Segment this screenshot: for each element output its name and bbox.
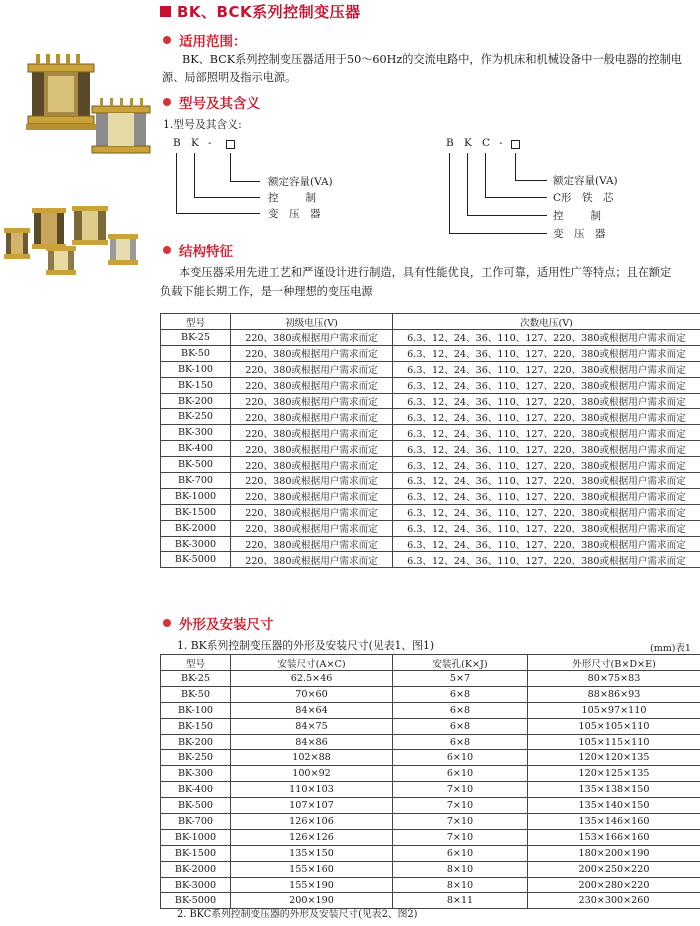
table-row — [161, 734, 700, 750]
dimension-cell: 6×8 — [393, 702, 528, 718]
dimension-cell: 135×150 — [231, 845, 393, 861]
dimension-cell: 155×190 — [231, 877, 393, 893]
dimension-cell: 110×103 — [231, 782, 393, 798]
dimension-header-cell: 型号 — [161, 655, 231, 671]
voltage-cell: 6.3、12、24、36、110、127、220、380或根据用户需求而定 — [393, 488, 700, 504]
bck-label-c-core: C形 铁 芯 — [553, 192, 614, 204]
dimension-cell: 80×75×83 — [528, 671, 700, 687]
voltage-cell: 6.3、12、24、36、110、127、220、380或根据用户需求而定 — [393, 409, 700, 425]
bck-label-control: 控 制 — [553, 210, 603, 222]
dimension-cell: BK-3000 — [161, 877, 231, 893]
dimension-cell: 120×125×135 — [528, 766, 700, 782]
features-heading — [163, 240, 233, 260]
voltage-cell: BK-300 — [161, 425, 231, 441]
page-title: BK、BCK系列控制变压器 — [177, 2, 361, 21]
voltage-table — [160, 313, 700, 568]
dimension-cell: 105×105×110 — [528, 718, 700, 734]
table-row — [161, 702, 700, 718]
dimension-cell: 7×10 — [393, 829, 528, 845]
transformer-photo-top — [18, 40, 158, 160]
bck-code-b: B — [446, 137, 454, 149]
voltage-cell: BK-250 — [161, 409, 231, 425]
dimension-header-cell: 安装孔(K×J) — [393, 655, 528, 671]
voltage-header-row — [161, 314, 700, 330]
dimension-header-cell: 安装尺寸(A×C) — [231, 655, 393, 671]
voltage-cell: 6.3、12、24、36、110、127、220、380或根据用户需求而定 — [393, 552, 700, 568]
table-row — [161, 798, 700, 814]
bk-code-box — [226, 140, 235, 149]
dimension-cell: 8×10 — [393, 861, 528, 877]
dimension-cell: 84×75 — [231, 718, 393, 734]
dimension-cell: 6×10 — [393, 766, 528, 782]
voltage-cell: 220、380或根据用户需求而定 — [231, 520, 393, 536]
scope-heading — [163, 30, 247, 50]
voltage-cell: 6.3、12、24、36、110、127、220、380或根据用户需求而定 — [393, 536, 700, 552]
table-row — [161, 441, 700, 457]
dimensions-footer-note: 2. BKC系列控制变压器的外形及安装尺寸(见表2、图2) — [177, 909, 418, 920]
dimension-cell: 5×7 — [393, 671, 528, 687]
scope-heading-text: 适用范围： — [179, 34, 247, 50]
voltage-cell: 220、380或根据用户需求而定 — [231, 504, 393, 520]
voltage-cell: BK-500 — [161, 457, 231, 473]
voltage-cell: 220、380或根据用户需求而定 — [231, 536, 393, 552]
voltage-cell: 220、380或根据用户需求而定 — [231, 441, 393, 457]
model-subheading: 1.型号及其含义: — [163, 118, 242, 131]
bullet-dot-icon — [163, 246, 171, 254]
dimensions-caption: 1. BK系列控制变压器的外形及安装尺寸(见表1、图1) — [177, 639, 435, 652]
dimension-cell: 120×120×135 — [528, 750, 700, 766]
scope-text-line1: BK、BCK系列控制变压器适用于50～60Hz的交流电路中，作为机床和机械设备中一般电器的控制电 — [182, 53, 682, 66]
dimension-cell: BK-50 — [161, 686, 231, 702]
voltage-cell: 220、380或根据用户需求而定 — [231, 488, 393, 504]
dimension-cell: 88×86×93 — [528, 686, 700, 702]
voltage-cell: BK-200 — [161, 393, 231, 409]
features-text-2 — [160, 283, 700, 301]
table-row — [161, 750, 700, 766]
bk-label-transformer: 变 压 器 — [268, 208, 321, 220]
voltage-cell: BK-1500 — [161, 504, 231, 520]
table-row — [161, 345, 700, 361]
dimension-cell: 105×115×110 — [528, 734, 700, 750]
bk-code-b: B — [173, 137, 181, 149]
table-row — [161, 671, 700, 687]
page-title-bar — [160, 1, 361, 21]
dimension-cell: BK-25 — [161, 671, 231, 687]
bck-code-dash: - — [499, 137, 503, 149]
voltage-cell: 6.3、12、24、36、110、127、220、380或根据用户需求而定 — [393, 361, 700, 377]
table-row — [161, 425, 700, 441]
dimension-cell: 100×92 — [231, 766, 393, 782]
dimension-cell: BK-100 — [161, 702, 231, 718]
bk-code-k: K — [191, 137, 199, 149]
dimension-cell: 8×10 — [393, 877, 528, 893]
table-row — [161, 845, 700, 861]
dimension-cell: 126×106 — [231, 814, 393, 830]
dimension-cell: 102×88 — [231, 750, 393, 766]
voltage-cell: BK-2000 — [161, 520, 231, 536]
dimension-cell: 107×107 — [231, 798, 393, 814]
dimension-cell: 105×97×110 — [528, 702, 700, 718]
table-row — [161, 686, 700, 702]
table-row — [161, 520, 700, 536]
dimension-cell: 6×8 — [393, 734, 528, 750]
model-heading — [163, 92, 260, 112]
voltage-cell: 6.3、12、24、36、110、127、220、380或根据用户需求而定 — [393, 330, 700, 346]
table-row — [161, 782, 700, 798]
table-row — [161, 504, 700, 520]
voltage-cell: 220、380或根据用户需求而定 — [231, 393, 393, 409]
scope-text-line2: 源、局部照明及指示电源。 — [162, 71, 297, 84]
dimension-cell: BK-150 — [161, 718, 231, 734]
voltage-cell: 220、380或根据用户需求而定 — [231, 409, 393, 425]
dimension-cell: 200×280×220 — [528, 877, 700, 893]
dimension-cell: 62.5×46 — [231, 671, 393, 687]
bullet-dot-icon — [163, 98, 171, 106]
dimension-cell: BK-200 — [161, 734, 231, 750]
table-row — [161, 457, 700, 473]
model-heading-text: 型号及其含义 — [179, 96, 260, 112]
table-row — [161, 330, 700, 346]
voltage-cell: 6.3、12、24、36、110、127、220、380或根据用户需求而定 — [393, 520, 700, 536]
features-text-line1: 本变压器采用先进工艺和严谨设计进行制造，具有性能优良，工作可靠，适用性广等特点；且在额定 — [179, 266, 672, 279]
table-row — [161, 393, 700, 409]
voltage-cell: BK-50 — [161, 345, 231, 361]
voltage-cell: 220、380或根据用户需求而定 — [231, 473, 393, 489]
voltage-header-cell: 次数电压(V) — [393, 314, 700, 330]
table-row — [161, 361, 700, 377]
dimension-cell: BK-400 — [161, 782, 231, 798]
voltage-cell: BK-400 — [161, 441, 231, 457]
voltage-cell: 6.3、12、24、36、110、127、220、380或根据用户需求而定 — [393, 504, 700, 520]
voltage-cell: 220、380或根据用户需求而定 — [231, 457, 393, 473]
table-row — [161, 766, 700, 782]
features-heading-text: 结构特征 — [179, 244, 233, 260]
features-text — [179, 264, 700, 282]
bck-label-capacity: 额定容量(VA) — [553, 175, 618, 187]
scope-text — [182, 51, 700, 69]
dimensions-unit-note: (mm)表1 — [650, 643, 691, 654]
voltage-cell: 6.3、12、24、36、110、127、220、380或根据用户需求而定 — [393, 473, 700, 489]
voltage-cell: BK-700 — [161, 473, 231, 489]
voltage-cell: 220、380或根据用户需求而定 — [231, 345, 393, 361]
voltage-header-cell: 型号 — [161, 314, 231, 330]
dimension-cell: 7×10 — [393, 798, 528, 814]
dimension-cell: 153×166×160 — [528, 829, 700, 845]
voltage-cell: BK-5000 — [161, 552, 231, 568]
dimension-header-row — [161, 655, 700, 671]
voltage-cell: BK-1000 — [161, 488, 231, 504]
dimension-cell: 135×140×150 — [528, 798, 700, 814]
voltage-cell: 6.3、12、24、36、110、127、220、380或根据用户需求而定 — [393, 425, 700, 441]
bck-code-box — [511, 140, 520, 149]
table-row — [161, 861, 700, 877]
table-row — [161, 718, 700, 734]
dimension-cell: BK-5000 — [161, 893, 231, 909]
voltage-cell: 220、380或根据用户需求而定 — [231, 377, 393, 393]
voltage-cell: BK-100 — [161, 361, 231, 377]
dimensions-heading — [163, 613, 274, 633]
table-row — [161, 473, 700, 489]
voltage-cell: 220、380或根据用户需求而定 — [231, 552, 393, 568]
dimension-table — [160, 654, 700, 909]
voltage-cell: 220、380或根据用户需求而定 — [231, 361, 393, 377]
dimension-cell: BK-1500 — [161, 845, 231, 861]
voltage-cell: 6.3、12、24、36、110、127、220、380或根据用户需求而定 — [393, 345, 700, 361]
table-row — [161, 377, 700, 393]
dimension-cell: 6×10 — [393, 750, 528, 766]
features-text-line2: 负载下能长期工作，是一种理想的变压电源 — [160, 285, 373, 298]
dimension-cell: 84×64 — [231, 702, 393, 718]
voltage-cell: 220、380或根据用户需求而定 — [231, 425, 393, 441]
dimensions-heading-text: 外形及安装尺寸 — [179, 617, 274, 633]
dimension-cell: 6×10 — [393, 845, 528, 861]
table-row — [161, 814, 700, 830]
dimension-cell: 135×138×150 — [528, 782, 700, 798]
voltage-cell: 6.3、12、24、36、110、127、220、380或根据用户需求而定 — [393, 441, 700, 457]
table-row — [161, 409, 700, 425]
dimension-cell: BK-250 — [161, 750, 231, 766]
dimension-cell: 8×11 — [393, 893, 528, 909]
bck-label-transformer: 变 压 器 — [553, 228, 606, 240]
bck-code-k: K — [464, 137, 472, 149]
dimension-cell: 7×10 — [393, 782, 528, 798]
dimension-cell: 126×126 — [231, 829, 393, 845]
dimension-cell: 230×300×260 — [528, 893, 700, 909]
dimension-cell: 135×146×160 — [528, 814, 700, 830]
dimension-cell: BK-2000 — [161, 861, 231, 877]
transformer-photo-group — [2, 200, 142, 280]
voltage-header-cell: 初级电压(V) — [231, 314, 393, 330]
dimension-cell: 7×10 — [393, 814, 528, 830]
dimension-cell: BK-700 — [161, 814, 231, 830]
dimension-cell: 200×250×220 — [528, 861, 700, 877]
dimension-cell: 200×190 — [231, 893, 393, 909]
dimension-cell: 180×200×190 — [528, 845, 700, 861]
bk-label-capacity: 额定容量(VA) — [268, 176, 333, 188]
table-row — [161, 552, 700, 568]
dimension-header-cell: 外形尺寸(B×D×E) — [528, 655, 700, 671]
dimension-cell: 84×86 — [231, 734, 393, 750]
bck-code-c: C — [482, 137, 491, 149]
dimension-cell: BK-500 — [161, 798, 231, 814]
dimension-cell: BK-1000 — [161, 829, 231, 845]
bullet-dot-icon — [163, 619, 171, 627]
dimension-cell: 6×8 — [393, 718, 528, 734]
voltage-cell: 6.3、12、24、36、110、127、220、380或根据用户需求而定 — [393, 377, 700, 393]
dimension-cell: 155×160 — [231, 861, 393, 877]
voltage-cell: 6.3、12、24、36、110、127、220、380或根据用户需求而定 — [393, 393, 700, 409]
dimension-cell: 70×60 — [231, 686, 393, 702]
bullet-dot-icon — [163, 36, 171, 44]
voltage-cell: BK-150 — [161, 377, 231, 393]
table-row — [161, 536, 700, 552]
scope-text-2 — [162, 69, 692, 87]
bk-label-control: 控 制 — [268, 192, 318, 204]
voltage-cell: 220、380或根据用户需求而定 — [231, 330, 393, 346]
voltage-cell: BK-25 — [161, 330, 231, 346]
voltage-cell: BK-3000 — [161, 536, 231, 552]
dimension-cell: BK-300 — [161, 766, 231, 782]
bk-code-dash: - — [208, 137, 212, 149]
title-square-icon — [160, 6, 171, 17]
table-row — [161, 488, 700, 504]
dimension-cell: 6×8 — [393, 686, 528, 702]
table-row — [161, 829, 700, 845]
voltage-cell: 6.3、12、24、36、110、127、220、380或根据用户需求而定 — [393, 457, 700, 473]
table-row — [161, 877, 700, 893]
